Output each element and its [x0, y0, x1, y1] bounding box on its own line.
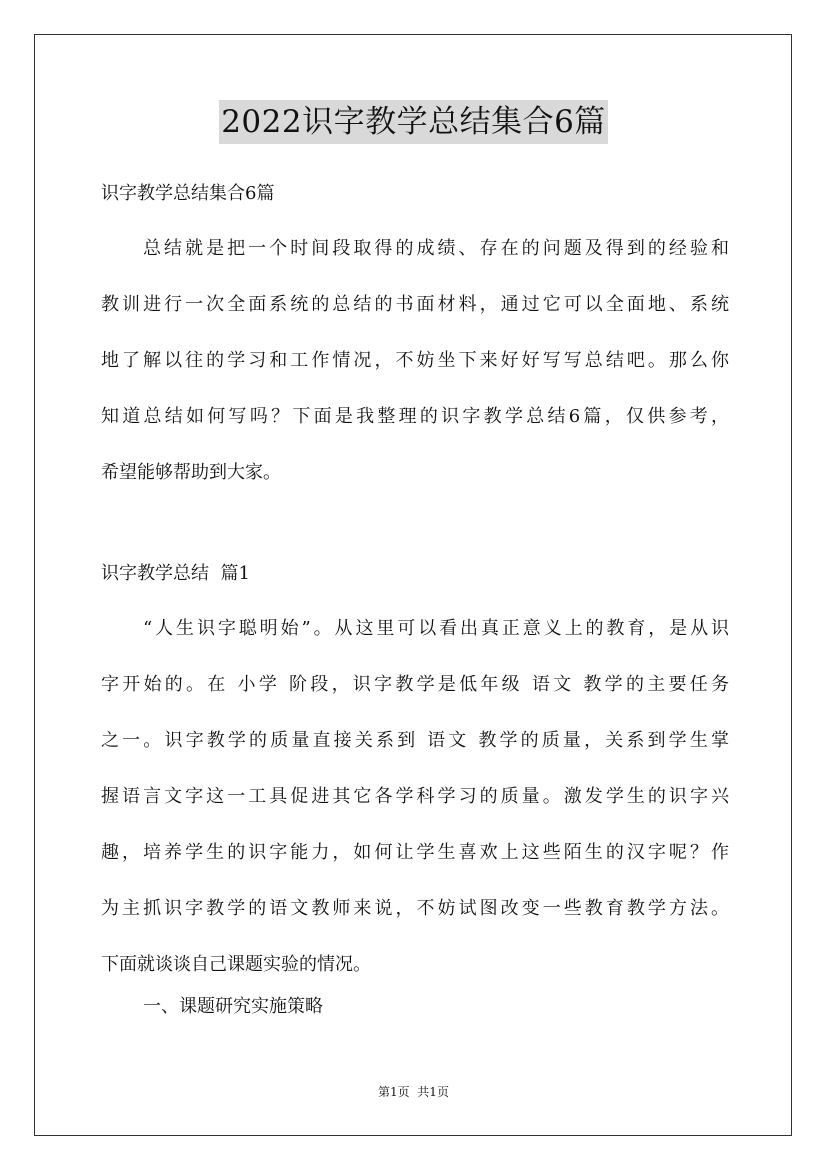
section-line-4: 握语言文字这一工具促进其它各学科学习的质量。激发学生的识字兴: [101, 786, 729, 807]
intro-paragraph: [101, 238, 729, 518]
section-line-1: “人生识字聪明始”。从这里可以看出真正意义上的教育，是从识: [143, 618, 729, 639]
document-subtitle: 识字教学总结集合6篇: [101, 183, 275, 204]
section-heading: 识字教学总结 篇1: [101, 563, 250, 584]
section-paragraph: [101, 618, 729, 1010]
section-line-3: 之一。识字教学的质量直接关系到 语文 教学的质量，关系到学生掌: [101, 730, 729, 751]
section-line-5: 趣，培养学生的识字能力，如何让学生喜欢上这些陌生的汉字呢？作: [101, 842, 729, 863]
section-line-6: 为主抓识字教学的语文教师来说，不妨试图改变一些教育教学方法。: [101, 898, 729, 919]
section-line-2: 字开始的。在 小学 阶段，识字教学是低年级 语文 教学的主要任务: [101, 674, 729, 695]
subheading: 一、课题研究实施策略: [143, 996, 323, 1017]
intro-line-2: 教训进行一次全面系统的总结的书面材料，通过它可以全面地、系统: [101, 294, 729, 315]
intro-line-4: 知道总结如何写吗？下面是我整理的识字教学总结6篇，仅供参考，: [101, 406, 729, 427]
title-container: [0, 100, 827, 144]
section-line-7: 下面就谈谈自己课题实验的情况。: [101, 954, 371, 975]
intro-line-1: 总结就是把一个时间段取得的成绩、存在的问题及得到的经验和: [143, 238, 729, 259]
intro-line-5: 希望能够帮助到大家。: [101, 462, 281, 483]
intro-line-3: 地了解以往的学习和工作情况，不妨坐下来好好写写总结吧。那么你: [101, 350, 729, 371]
page-footer: 第1页 共1页: [378, 1085, 449, 1099]
document-title: 2022识字教学总结集合6篇: [219, 100, 608, 144]
